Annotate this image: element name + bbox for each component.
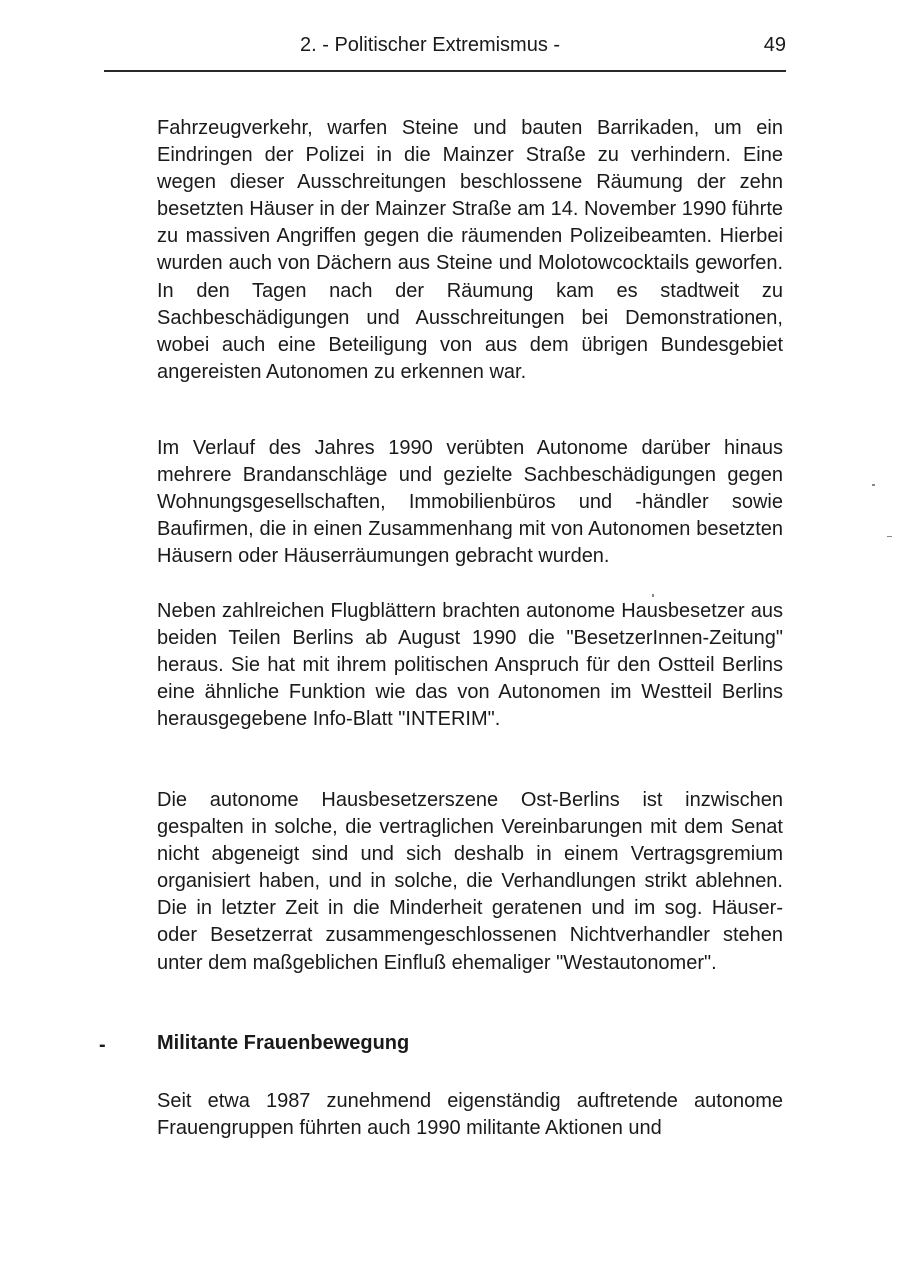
scan-speck (872, 484, 875, 486)
running-header-title: 2. - Politischer Extremismus - (300, 34, 561, 56)
paragraph-brandanschlaege: Im Verlauf des Jahres 1990 verübten Autonome darüber hinaus mehrere Brandanschläge und gezielte Sachbeschädigungen gegen Wohnungsgesellschaften, Immobilienbüros und -händler sowie Baufirmen, die in einen Zusammenhang mit von Autonomen besetzten Häusern oder Häuserräumungen gebracht wurden. (157, 437, 783, 568)
section-heading: Militante Frauenbewegung (157, 1032, 410, 1054)
paragraph-frauengruppen: Seit etwa 1987 zunehmend eigenständig auftretende autonome Frauengruppen führten auch 1990 militante Aktionen und (157, 1090, 783, 1140)
section-bullet: - (99, 1034, 106, 1056)
page-number: 49 (763, 34, 786, 56)
paragraph-hausbesetzerszene: Die autonome Hausbesetzerszene Ost-Berlins ist inzwischen gespalten in solche, die vertraglichen Vereinbarungen mit dem Senat nicht abgeneigt sind und sich deshalb in einem Vertragsgremium organisiert haben, und in solche, die Verhandlungen strikt ablehnen. Die in letzter Zeit in die Minderheit geratenen und im sog. Häuser- oder Besetzerrat zusammengeschlossenen Nichtverhandler stehen unter dem maßgeblichen Einfluß ehemaliger "Westautonomer". (157, 789, 783, 974)
scan-speck (887, 536, 892, 537)
page-header (104, 30, 786, 72)
paragraph-besetzerinnen-zeitung: Neben zahlreichen Flugblättern brachten autonome Hausbesetzer aus beiden Teilen Berlins ab August 1990 die "BesetzerInnen-Zeitung" heraus. Sie hat mit ihrem politischen Anspruch für den Ostteil Berlins eine ähnliche Funktion wie das von Autonomen im Westteil Berlins herausgegebene Info-Blatt "INTERIM". (157, 600, 783, 731)
scan-speck (652, 594, 654, 597)
paragraph-mainzer-strasse: Fahrzeugverkehr, warfen Steine und bauten Barrikaden, um ein Eindringen der Polizei in die Mainzer Straße zu verhindern. Eine wegen dieser Ausschreitungen beschlossene Räumung der zehn besetzten Häuser in der Mainzer Straße am 14. November 1990 führte zu massiven Angriffen gegen die räumenden Polizeibeamten. Hierbei wurden auch von Dächern aus Steine und Molotowcocktails geworfen. In den Tagen nach der Räumung kam es stadtweit zu Sachbeschädigungen und Ausschreitungen bei Demonstrationen, wobei auch eine Beteiligung von aus dem übrigen Bundesgebiet angereisten Autonomen zu erkennen war. (157, 117, 783, 383)
